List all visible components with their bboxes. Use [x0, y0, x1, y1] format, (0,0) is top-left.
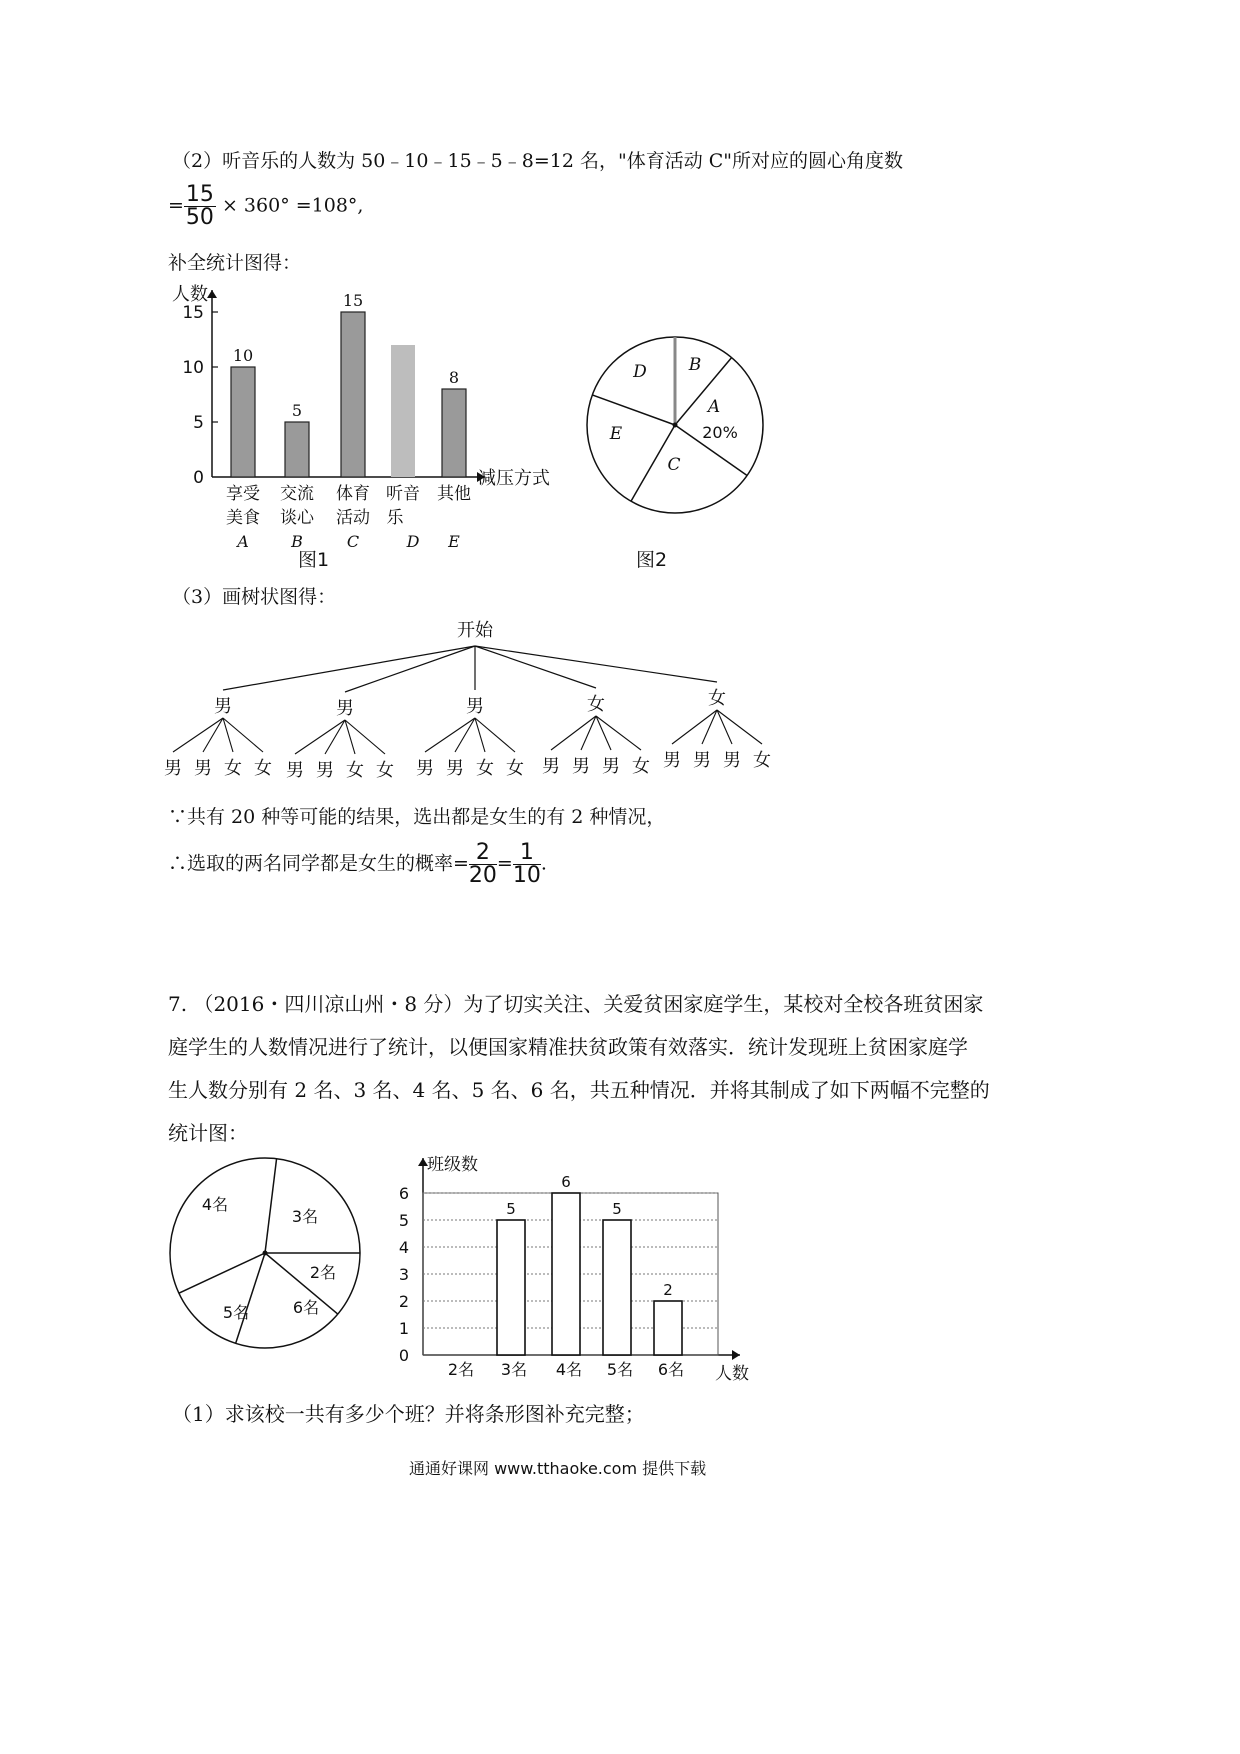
q7-line4: 统计图：	[168, 1121, 248, 1145]
tree-branch-l2	[223, 718, 233, 752]
y-axis-arrow	[207, 290, 217, 298]
p-period: .	[540, 852, 547, 875]
pie2-sector-boundary	[179, 1253, 265, 1293]
fraction-2-20	[469, 842, 497, 887]
tree-node-l2: 女	[476, 758, 494, 779]
x-category-line1: 交流	[280, 484, 314, 504]
tree-node-l2: 男	[194, 758, 212, 779]
tree-node-l2: 女	[506, 758, 524, 779]
pie-label-B: B	[688, 355, 702, 375]
figure1-caption: 图1	[298, 549, 330, 571]
tree-node-l2: 男	[416, 758, 434, 779]
q7-part1: （1）求该校一共有多少个班？并将条形图补充完整；	[172, 1402, 645, 1426]
supplement-text: 补全统计图得：	[168, 252, 302, 274]
pie2-label: 6名	[292, 1298, 320, 1317]
tree-node-l1: 女	[708, 688, 726, 709]
x-category-line1: 其他	[437, 484, 471, 504]
bar2-category-label: 4名	[555, 1360, 583, 1379]
tree-node-l2: 女	[632, 756, 650, 777]
bar2-category-label: 6名	[657, 1360, 685, 1379]
tree-node-l2: 女	[346, 760, 364, 781]
x-category-line1: 体育	[336, 484, 370, 504]
x-category-line2: 谈心	[280, 508, 314, 528]
because-line: ∵共有 20 种等可能的结果，选出都是女生的有 2 种情况，	[168, 806, 666, 828]
tree-node-l2: 男	[602, 756, 620, 777]
tree-diagram	[160, 612, 800, 787]
therefore-prefix: ∴选取的两名同学都是女生的概率=	[168, 852, 469, 875]
pie-label-C: C	[667, 455, 681, 475]
figure2-pie-chart	[580, 330, 770, 520]
p-numerator-1: 2	[469, 842, 497, 865]
x-axis-label: 减压方式	[478, 468, 550, 489]
pie-label-A: A	[707, 397, 721, 417]
bar2-category-label: 5名	[606, 1360, 634, 1379]
bar-C	[341, 312, 365, 477]
figure1-bar-chart	[160, 280, 580, 570]
tree-branch-l2	[475, 718, 515, 752]
p-denominator-2: 10	[512, 863, 541, 888]
frac-denominator: 50	[185, 205, 214, 230]
tree-branch-l2	[203, 718, 223, 752]
tree-node-l1: 男	[214, 696, 232, 717]
q7-bar-chart	[385, 1150, 765, 1385]
q7-pie-chart	[160, 1150, 370, 1360]
tree-branch-l2	[223, 718, 263, 752]
pie2-label: 3名	[291, 1207, 319, 1226]
y-tick-label: 0	[193, 468, 204, 488]
tree-node-l2: 男	[446, 758, 464, 779]
x-category-letter: E	[448, 532, 460, 551]
y-tick-label: 5	[193, 413, 204, 433]
x-category-line1: 听音	[386, 484, 420, 504]
tree-branch-l2	[173, 718, 223, 752]
tree-branch-l2	[455, 718, 475, 752]
tree-node-l2: 女	[224, 758, 242, 779]
pie-center	[673, 423, 678, 428]
bar2-bar-6名	[654, 1301, 682, 1355]
tree-branch-l1	[345, 646, 475, 692]
p-numerator-2: 1	[513, 842, 541, 865]
tree-branch-l2	[551, 716, 596, 750]
pie2-sector-boundary	[236, 1253, 265, 1343]
y-tick-label: 15	[182, 303, 204, 323]
bar2-category-label: 3名	[500, 1360, 528, 1379]
pie-annotation-A: 20%	[702, 423, 738, 442]
x-category-line1: 享受	[226, 484, 260, 504]
q7-line2: 庭学生的人数情况进行了统计，以便国家精准扶贫政策有效落实．统计发现班上贫困家庭学	[168, 1035, 968, 1059]
bar-E	[442, 389, 466, 477]
p-equals: =	[496, 852, 513, 875]
pie2-label: 2名	[309, 1263, 337, 1282]
q6-part2-line1: （2）听音乐的人数为 50﹣10﹣15﹣5﹣8=12 名，"体育活动 C"所对应的圆心角度数	[172, 150, 904, 172]
therefore-line	[168, 842, 547, 887]
bar-value-label: 8	[448, 368, 460, 387]
pie2-label: 5名	[222, 1303, 250, 1322]
fraction-1-10	[513, 842, 541, 887]
bar2-y-tick-label: 4	[398, 1238, 409, 1257]
bar-value-label: 15	[342, 291, 364, 310]
x-category-letter: D	[406, 532, 420, 551]
tree-branch-l2	[325, 720, 345, 754]
frac-numerator: 15	[185, 182, 214, 207]
eq-prefix: =	[168, 194, 184, 217]
pie2-label: 4名	[201, 1195, 229, 1214]
bar-B	[285, 422, 309, 477]
pie-label-D: D	[633, 362, 647, 382]
bar2-x-arrow	[732, 1350, 740, 1360]
y-axis-label: 人数	[172, 284, 208, 305]
tree-branch-l1	[475, 646, 717, 682]
tree-node-l2: 男	[572, 756, 590, 777]
pie2-sector-boundary	[265, 1159, 277, 1253]
x-category-line2: 美食	[226, 508, 260, 528]
tree-branch-l1	[223, 646, 475, 690]
tree-branch-l2	[295, 720, 345, 754]
bar2-y-tick-label: 6	[398, 1184, 409, 1203]
tree-node-l2: 女	[753, 750, 771, 771]
tree-node-l2: 男	[693, 750, 711, 771]
bar2-y-tick-label: 5	[398, 1211, 409, 1230]
tree-branch-l2	[717, 710, 762, 744]
bar2-bar-5名	[603, 1220, 631, 1355]
pie-label-E: E	[609, 424, 623, 444]
bar2-bar-3名	[497, 1220, 525, 1355]
tree-node-l2: 男	[164, 758, 182, 779]
tree-node-l2: 男	[542, 756, 560, 777]
p-denominator-1: 20	[468, 863, 497, 888]
pie-sector-boundary	[675, 358, 732, 425]
tree-node-l1: 男	[336, 698, 354, 719]
bar2-y-axis-label: 班级数	[427, 1155, 478, 1175]
bar2-y-tick-label: 1	[398, 1319, 409, 1338]
pie2-center	[263, 1251, 268, 1256]
bar2-value-label: 5	[612, 1200, 622, 1218]
tree-node-l2: 男	[286, 760, 304, 781]
eq-suffix: × 360° =108°,	[221, 194, 364, 217]
tree-node-l1: 女	[587, 694, 605, 715]
bar-value-label: 10	[232, 346, 254, 365]
tree-node-l2: 男	[316, 760, 334, 781]
tree-branch-l2	[475, 718, 485, 752]
tree-node-l2: 男	[663, 750, 681, 771]
tree-branch-l2	[672, 710, 717, 744]
x-category-line2: 乐	[386, 508, 404, 528]
bar2-x-axis-label: 人数	[715, 1364, 749, 1384]
fraction-15-50	[184, 184, 216, 229]
tree-root: 开始	[457, 620, 493, 641]
tree-node-l2: 女	[254, 758, 272, 779]
q7-line3: 生人数分别有 2 名、3 名、4 名、5 名、6 名，共五种情况．并将其制成了如下两幅不完整的	[168, 1078, 990, 1102]
q6-part3-text: （3）画树状图得：	[172, 586, 337, 608]
footer-text: 通通好课网 www.tthaoke.com 提供下载	[409, 1459, 707, 1478]
tree-branch-l2	[345, 720, 355, 754]
tree-branch-l2	[345, 720, 385, 754]
x-category-line2: 活动	[336, 508, 370, 528]
bar-A	[231, 367, 255, 477]
tree-branch-l2	[596, 716, 641, 750]
bar2-value-label: 2	[663, 1281, 673, 1299]
x-category-letter: C	[346, 532, 360, 551]
bar2-y-tick-label: 0	[398, 1346, 409, 1365]
q7-line1: 7. （2016・四川凉山州・8 分）为了切实关注、关爱贫困家庭学生，某校对全校各班贫困家	[168, 992, 984, 1016]
y-tick-label: 10	[182, 358, 204, 378]
tree-branch-l1	[475, 646, 596, 688]
bar2-value-label: 6	[561, 1173, 571, 1191]
tree-branch-l2	[425, 718, 475, 752]
figure2-caption: 图2	[636, 549, 668, 571]
q6-part2-equation	[168, 184, 363, 229]
bar2-value-label: 5	[506, 1200, 516, 1218]
bar-value-label: 5	[291, 401, 303, 420]
bar2-bar-4名	[552, 1193, 580, 1355]
x-category-letter: B	[291, 532, 303, 551]
x-category-letter: A	[237, 532, 249, 551]
tree-node-l2: 男	[723, 750, 741, 771]
bar-D	[391, 345, 415, 477]
tree-node-l1: 男	[466, 696, 484, 717]
pie-sector-boundary	[592, 395, 675, 425]
tree-node-l2: 女	[376, 760, 394, 781]
bar2-category-label: 2名	[447, 1360, 475, 1379]
bar2-y-tick-label: 3	[398, 1265, 409, 1284]
bar2-y-tick-label: 2	[398, 1292, 409, 1311]
